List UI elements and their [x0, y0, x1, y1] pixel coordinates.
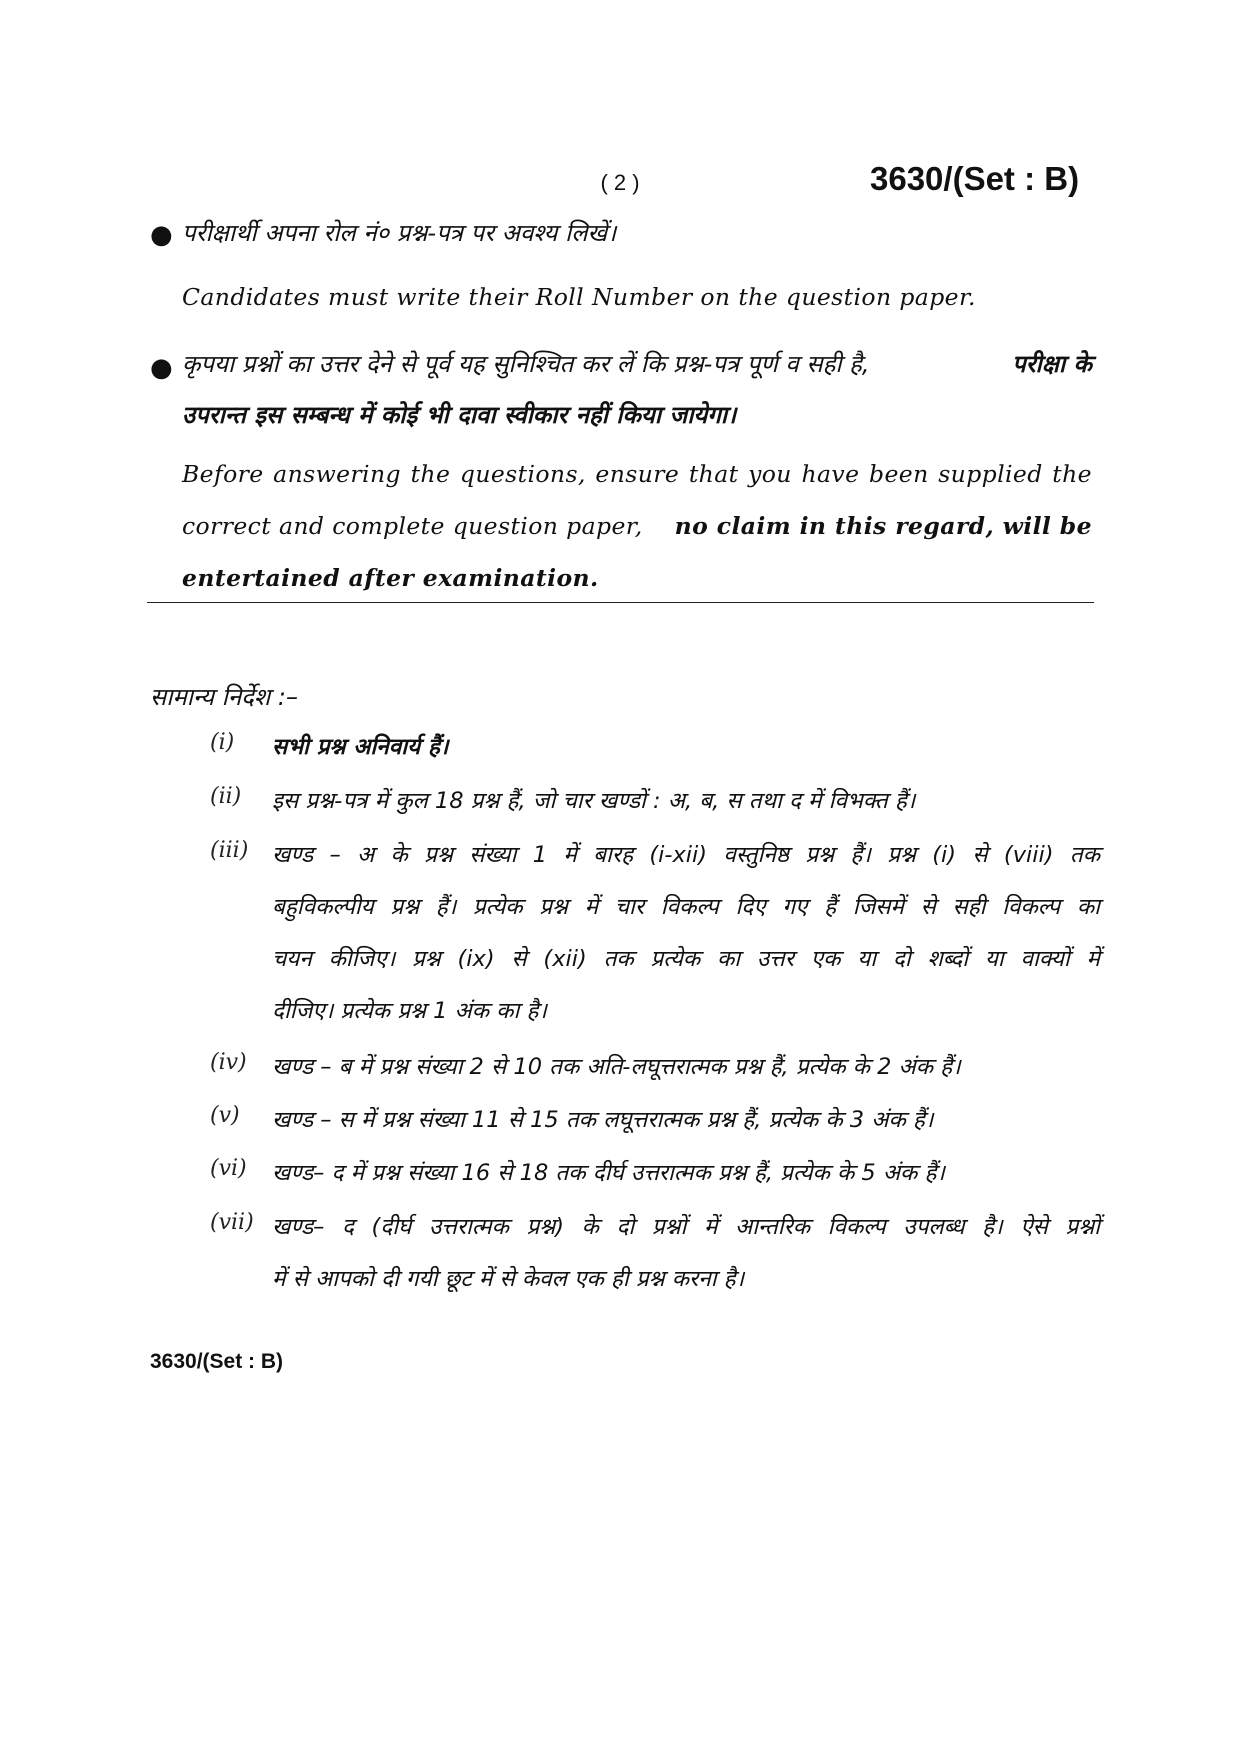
- note-verify-paper-english-line2: [182, 512, 1092, 540]
- bullet-icon: ●: [150, 353, 173, 383]
- instruction-text: चयन कीजिए। प्रश्न (ix) से (xii) तक प्रत्येक का उत्तर एक या दो शब्दों या वाक्यों में: [272, 946, 1100, 972]
- instruction-text: इस प्रश्न-पत्र में कुल 18 प्रश्न हैं, जो चार खण्डों : अ, ब, स तथा द में विभक्त हैं।: [272, 788, 916, 814]
- note-roll-number-english: Candidates must write their Roll Number on the question paper.: [182, 283, 976, 311]
- note-verify-hindi-bold: परीक्षा के: [1012, 350, 1092, 378]
- note-roll-number-hindi: परीक्षार्थी अपना रोल नं० प्रश्न-पत्र पर अवश्य लिखें।: [182, 219, 617, 247]
- note-verify-english-bold: no claim in this regard, will be: [674, 512, 1092, 540]
- bullet-icon: ●: [150, 220, 173, 250]
- note-verify-hindi-bold-line2: उपरान्त इस सम्बन्ध में कोई भी दावा स्वीकार नहीं किया जायेगा।: [182, 401, 737, 429]
- instruction-number: (vi): [210, 1156, 247, 1181]
- horizontal-divider: [147, 602, 1094, 603]
- instruction-text: दीजिए। प्रत्येक प्रश्न 1 अंक का है।: [272, 998, 547, 1024]
- instruction-number: (i): [210, 730, 235, 755]
- instruction-number: (vii): [210, 1210, 254, 1235]
- note-verify-paper-hindi-line2: [182, 398, 736, 431]
- instruction-number: (iv): [210, 1050, 247, 1075]
- instruction-text: खण्ड– द (दीर्घ उत्तरात्मक प्रश्न) के दो प्रश्नों में आन्तरिक विकल्प उपलब्ध है। ऐसे प्रश्नों: [272, 1214, 1100, 1240]
- page-number: ( 2 ): [600, 170, 640, 195]
- paper-code-header: 3630/(Set : B): [870, 160, 1080, 197]
- note-verify-english-plain: correct and complete question paper,: [182, 512, 643, 540]
- instruction-text: में से आपको दी गयी छूट में से केवल एक ही प्रश्न करना है।: [272, 1266, 745, 1292]
- note-verify-hindi-plain: कृपया प्रश्नों का उत्तर देने से पूर्व यह सुनिश्चित कर लें कि प्रश्न-पत्र पूर्ण व सही है,: [182, 350, 870, 378]
- note-verify-paper-english-line1: Before answering the questions, ensure that you have been supplied the: [182, 460, 1092, 488]
- instruction-text: सभी प्रश्न अनिवार्य हैं।: [272, 734, 449, 760]
- general-instructions-title: सामान्य निर्देश :–: [150, 683, 298, 711]
- instruction-text: बहुविकल्पीय प्रश्न हैं। प्रत्येक प्रश्न में चार विकल्प दिए गए हैं जिसमें से सही विकल्प का: [272, 894, 1100, 920]
- instruction-text: खण्ड – ब में प्रश्न संख्या 2 से 10 तक अति-लघूत्तरात्मक प्रश्न हैं, प्रत्येक के 2 अंक हैं।: [272, 1054, 961, 1080]
- instruction-text: खण्ड– द में प्रश्न संख्या 16 से 18 तक दीर्घ उत्तरात्मक प्रश्न हैं, प्रत्येक के 5 अंक हैं।: [272, 1160, 945, 1186]
- paper-code-footer: 3630/(Set : B): [150, 1350, 284, 1373]
- note-verify-paper-english-line3: [182, 564, 599, 592]
- note-verify-paper-hindi-line1: [182, 347, 1092, 380]
- instruction-text: खण्ड – अ के प्रश्न संख्या 1 में बारह (i-xii) वस्तुनिष्ठ प्रश्न हैं। प्रश्न (i) से (viii) तक: [272, 842, 1100, 868]
- instruction-number: (v): [210, 1103, 240, 1128]
- instruction-number: (iii): [210, 838, 249, 863]
- note-verify-english-bold-line3: entertained after examination.: [182, 564, 599, 592]
- instruction-text: खण्ड – स में प्रश्न संख्या 11 से 15 तक लघूत्तरात्मक प्रश्न हैं, प्रत्येक के 3 अंक हैं।: [272, 1107, 934, 1133]
- instruction-number: (ii): [210, 784, 242, 809]
